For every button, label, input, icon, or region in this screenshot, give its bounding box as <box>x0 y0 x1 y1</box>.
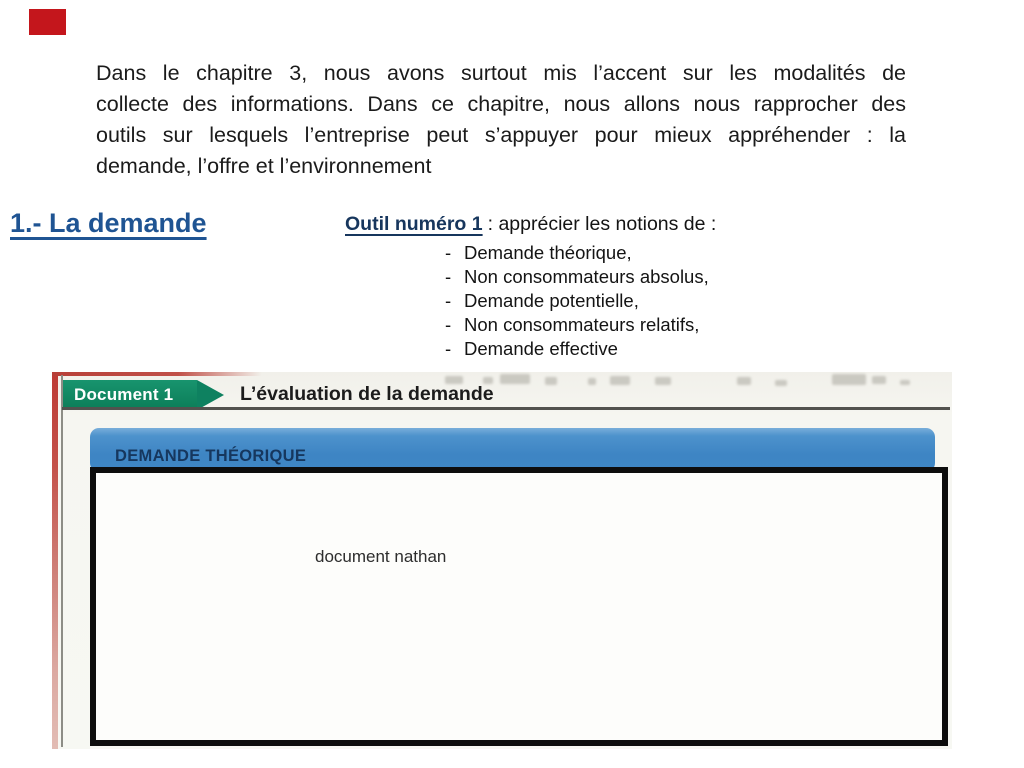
scan-artifact <box>545 377 557 385</box>
scan-artifact <box>775 380 787 386</box>
list-item-label: Demande effective <box>464 338 618 359</box>
scan-artifact <box>900 380 910 385</box>
dash-bullet: - <box>445 242 452 263</box>
intro-paragraph <box>96 58 906 182</box>
outil-block <box>345 213 716 361</box>
outil-label: Outil numéro 1 <box>345 213 483 235</box>
intro-line: Dans le chapitre 3, nous avons surtout mis l’accent sur les modalités de <box>96 61 906 85</box>
scan-artifact <box>655 377 671 385</box>
dash-bullet: - <box>445 290 452 311</box>
list-item-label: Demande théorique, <box>464 242 632 263</box>
scan-artifact <box>872 376 886 384</box>
scan-top-edge <box>52 372 262 376</box>
scan-artifact <box>832 374 866 385</box>
scan-artifact <box>737 377 751 385</box>
content-box <box>90 467 948 746</box>
document-banner-arrow-icon <box>197 380 224 410</box>
scan-artifact <box>483 377 493 384</box>
outil-heading <box>345 213 716 236</box>
list-item <box>445 241 716 265</box>
dash-bullet: - <box>445 314 452 335</box>
demande-theorique-label: DEMANDE THÉORIQUE <box>115 447 307 465</box>
section-title: 1.- La demande <box>10 208 207 238</box>
page-edge-line <box>61 375 63 747</box>
document-banner-label: Document 1 <box>74 385 174 404</box>
red-logo-mark <box>29 9 66 35</box>
outil-list <box>345 241 716 361</box>
scan-left-edge <box>52 372 58 749</box>
dash-bullet: - <box>445 338 452 359</box>
intro-line: demande, l’offre et l’environnement <box>96 154 432 178</box>
document-figure <box>52 372 952 749</box>
scan-artifact <box>445 376 463 384</box>
document-title: L’évaluation de la demande <box>240 383 494 405</box>
demande-theorique-bar <box>90 428 935 472</box>
list-item-label: Demande potentielle, <box>464 290 639 311</box>
dash-bullet: - <box>445 266 452 287</box>
content-box-text: document nathan <box>315 547 447 566</box>
list-item <box>445 337 716 361</box>
list-item <box>445 265 716 289</box>
scan-artifact <box>588 378 596 385</box>
header-rule <box>62 407 950 410</box>
intro-line: collecte des informations. Dans ce chapitre, nous allons nous rapprocher des <box>96 92 906 116</box>
scan-artifact <box>500 374 530 384</box>
outil-description: : apprécier les notions de : <box>487 213 717 235</box>
list-item-label: Non consommateurs absolus, <box>464 266 709 287</box>
scan-artifact <box>610 376 630 385</box>
document-banner <box>63 380 197 410</box>
list-item <box>445 289 716 313</box>
intro-line: outils sur lesquels l’entreprise peut s’appuyer pour mieux appréhender : la <box>96 123 906 147</box>
list-item-label: Non consommateurs relatifs, <box>464 314 700 335</box>
list-item <box>445 313 716 337</box>
